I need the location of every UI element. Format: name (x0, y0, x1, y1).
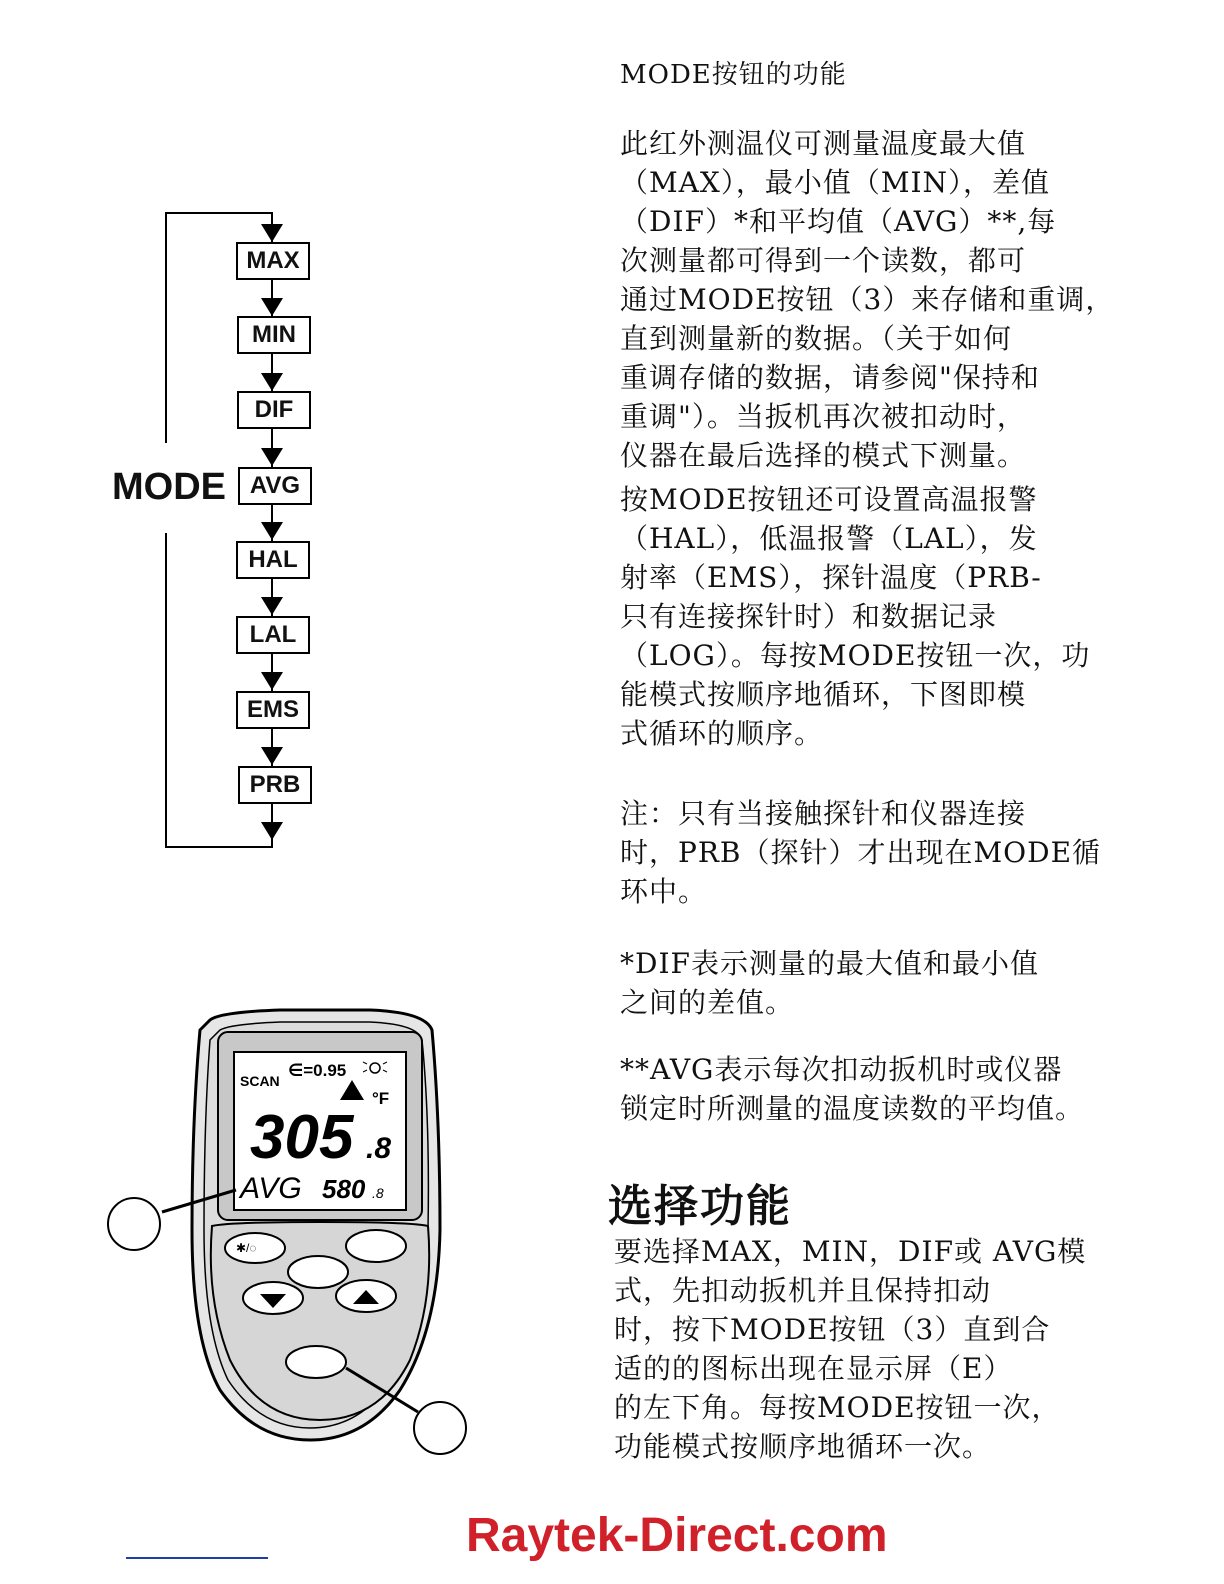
thermometer-illustration (100, 1000, 580, 1470)
arrow-head-icon (261, 672, 283, 690)
main-reading: 305 (250, 1103, 354, 1172)
mode-box-ems: EMS (236, 691, 310, 729)
prb-note: 注：只有当接触探针和仪器连接 时，PRB（探针）才出现在MODE循 环中。 (620, 797, 1102, 908)
main-reading-decimal: .8 (366, 1132, 392, 1165)
arrow-head-icon (261, 448, 283, 466)
arrow-head-icon (261, 224, 283, 242)
sub-reading: 580 (322, 1174, 366, 1204)
mode-box-prb: PRB (238, 766, 312, 804)
arrow-head-icon (261, 373, 283, 391)
select-function-paragraph: 要选择MAX，MIN，DIF或 AVG模 式，先扣动扳机并且保持扣动 时，按下MODE按钮（3）直到合 适的的图标出现在显示屏（E） 的左下角。每按MODE按钮一次， 功能模式按顺序地循环一次。 (614, 1235, 1087, 1463)
mode-paragraph-1: 此红外测温仪可测量温度最大值 （MAX），最小值（MIN），差值 （DIF）*和平均值（AVG）**,每 次测量都可得到一个读数，都可 通过MODE按钮（3）来存储和重调， 直到测量新的数据。（关于如何 重调存储的数据，请参阅"保持和 重调"）。当扳机再次被扣动时， 仪器在最后选择的模式下测量。 (620, 127, 1115, 472)
mode-box-dif: DIF (237, 391, 311, 429)
mode-label: MODE (112, 466, 226, 508)
mode-box-min: MIN (237, 316, 311, 354)
emissivity-readout: ∈=0.95 (288, 1061, 347, 1080)
mode-paragraph-2: 按MODE按钮还可设置高温报警 （HAL），低温报警（LAL），发 射率（EMS），探针温度（PRB- 只有连接探针时）和数据记录 （LOG）。每按MODE按钮一次，功 能模式按顺序地循环，下图即模 式循环的顺序。 (620, 483, 1091, 750)
arrow-head-icon (261, 822, 283, 840)
select-function-heading: 选择功能 (608, 1181, 792, 1232)
arrow-head-icon (261, 522, 283, 540)
laser-backlight-icon: ✱/◌ (236, 1241, 257, 1255)
mode-button[interactable] (286, 1346, 346, 1378)
footer-rule (126, 1557, 268, 1559)
callout-mode-button-circle (414, 1402, 466, 1454)
arrow-head-icon (261, 747, 283, 765)
arrow-head-icon (261, 597, 283, 615)
mode-section-title: MODE按钮的功能 (620, 60, 847, 90)
mode-indicator: AVG (240, 1172, 302, 1205)
center-button[interactable] (288, 1256, 348, 1288)
raytek-watermark: Raytek-Direct.com (466, 1509, 888, 1562)
arrow-head-icon (261, 298, 283, 316)
callout-display-circle (108, 1198, 160, 1250)
scan-label: SCAN (240, 1073, 280, 1089)
mode-box-hal: HAL (236, 541, 310, 579)
sub-reading-decimal: .8 (372, 1185, 384, 1201)
dif-footnote: *DIF表示测量的最大值和最小值 之间的差值。 (620, 947, 1039, 1019)
mode-box-avg: AVG (238, 467, 312, 505)
avg-footnote: **AVG表示每次扣动扳机时或仪器 锁定时所测量的温度读数的平均值。 (620, 1053, 1085, 1125)
mode-box-max: MAX (236, 242, 310, 280)
unit-label: °F (372, 1089, 390, 1108)
mode-box-lal: LAL (236, 616, 310, 654)
setup-button[interactable] (346, 1230, 406, 1262)
